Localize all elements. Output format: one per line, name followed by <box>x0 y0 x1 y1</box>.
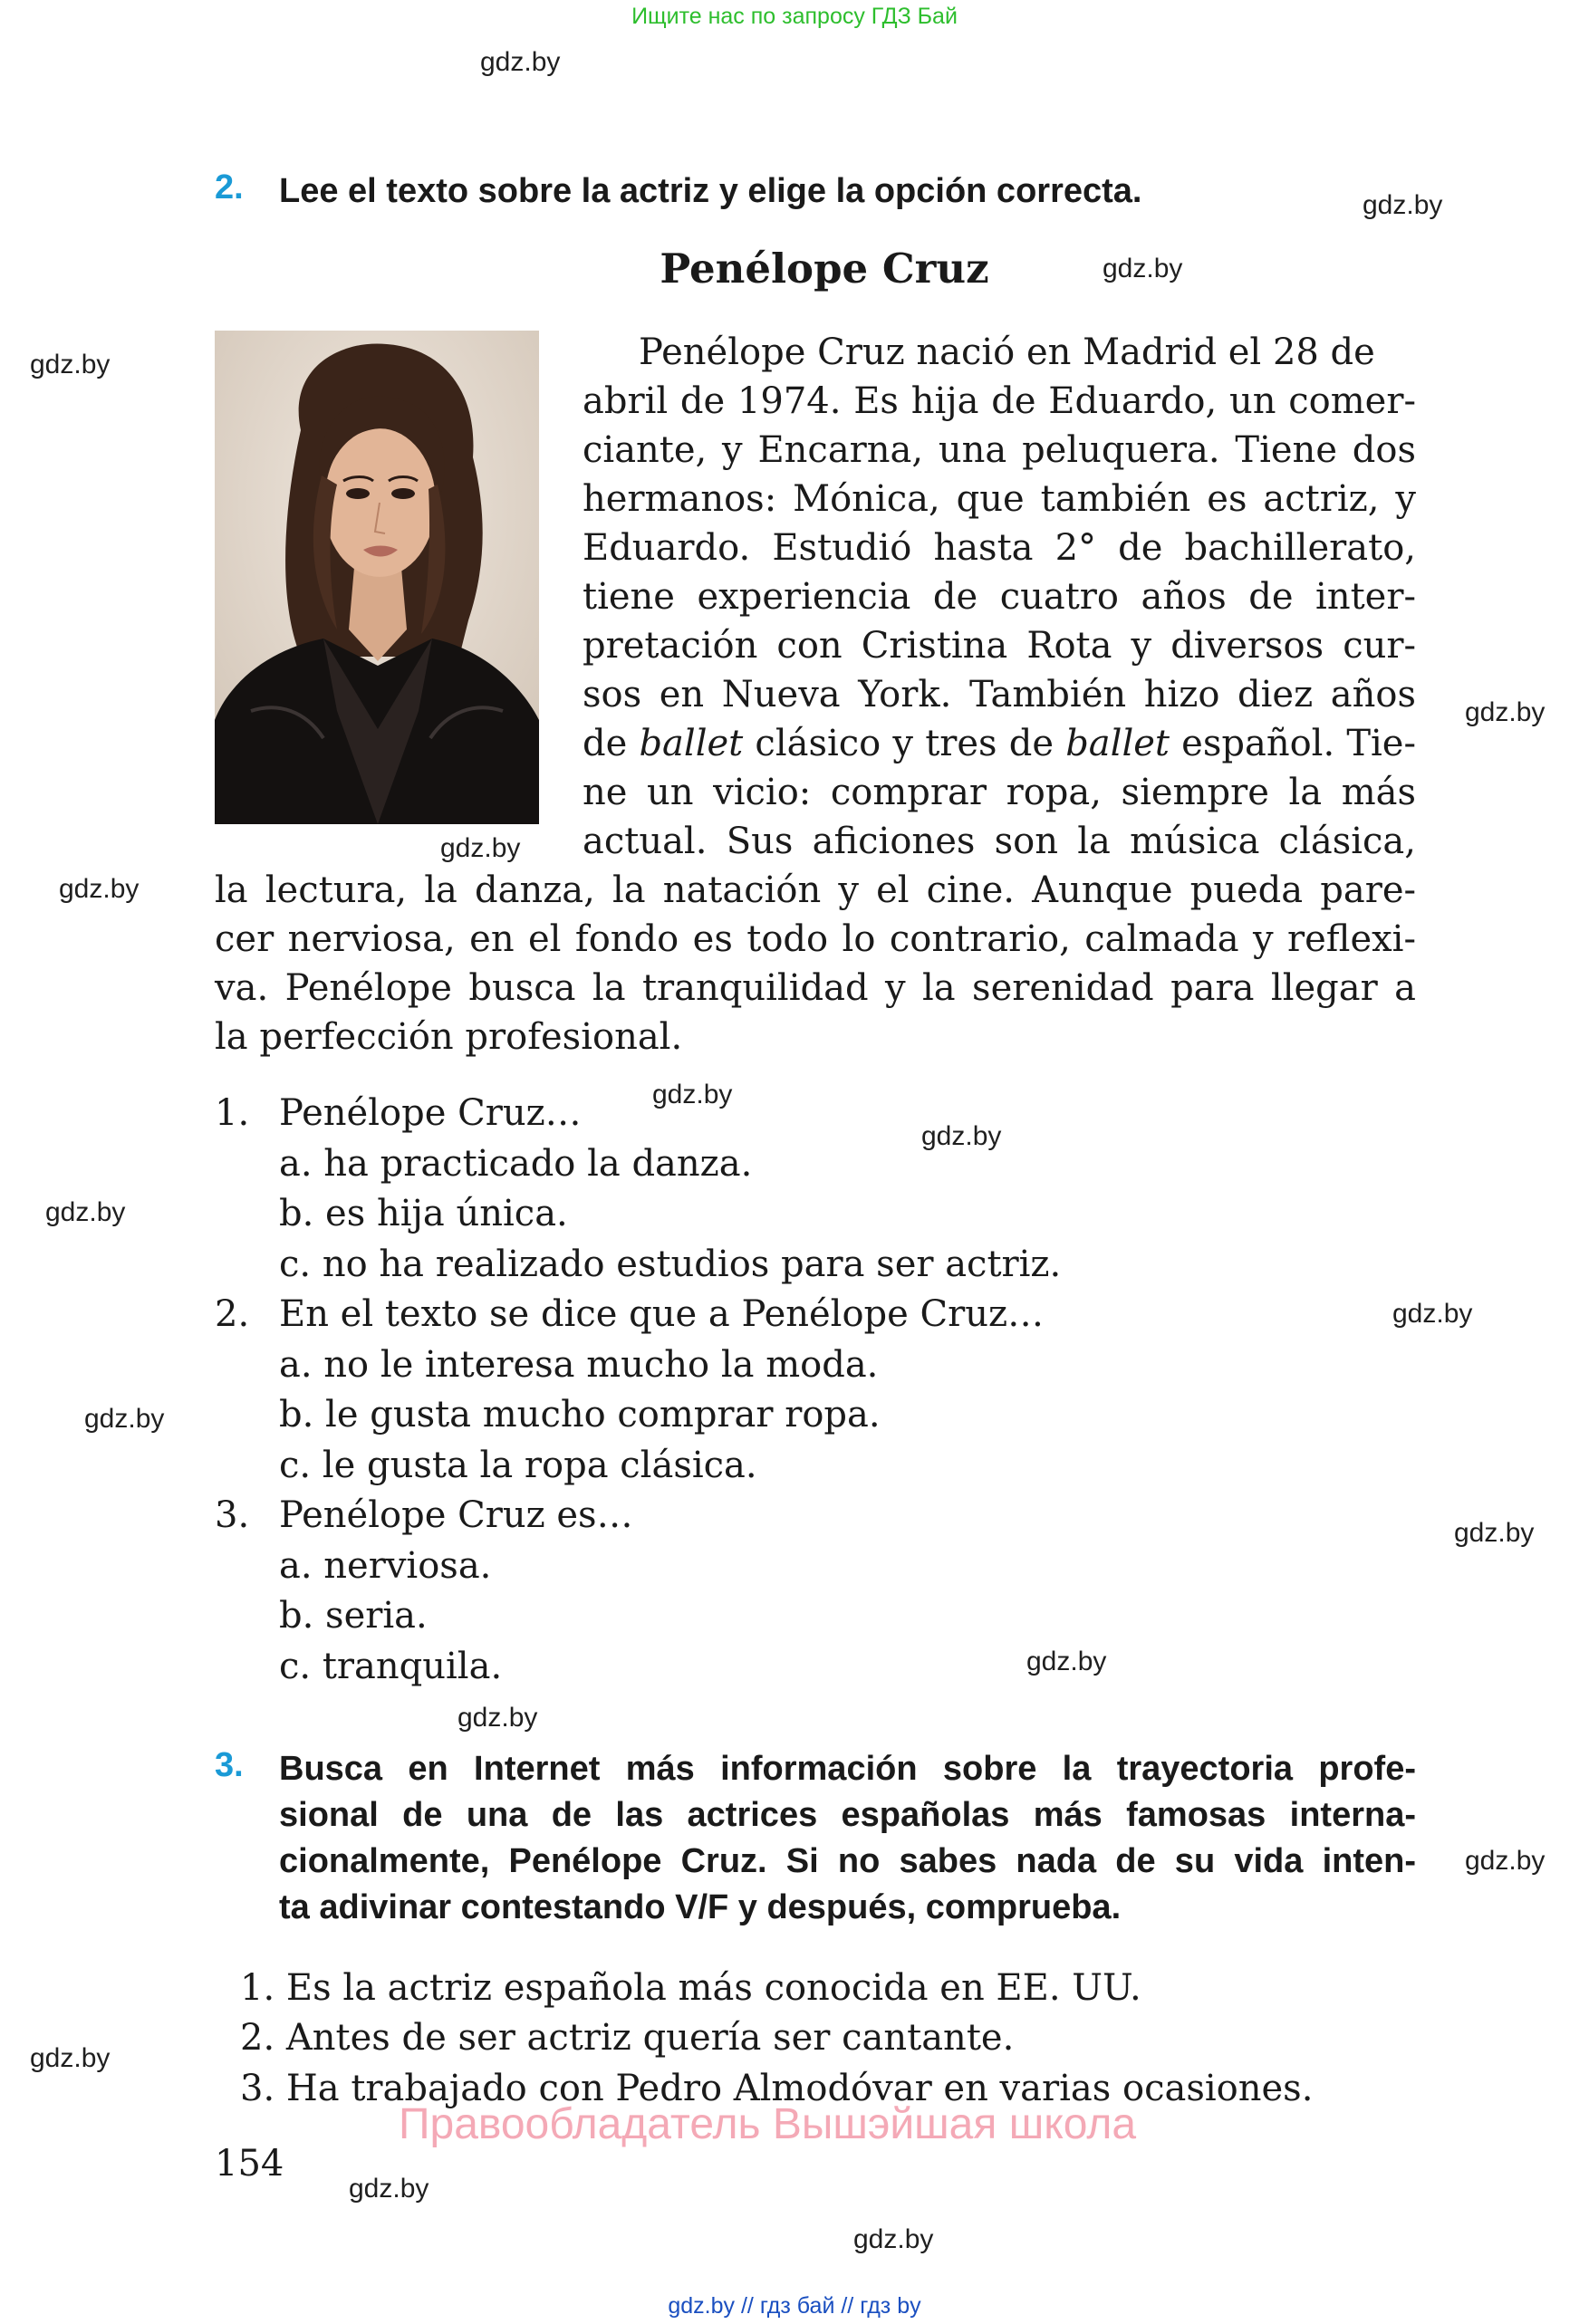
task-number: 2. <box>215 168 244 206</box>
page-number: 154 <box>215 2143 284 2185</box>
copyright-notice: Правообладатель Вышэйшая школа <box>399 2100 1137 2148</box>
watermark: gdz.by <box>349 2174 429 2204</box>
question-option: a. ha practicado la danza. <box>279 1143 753 1185</box>
task-3-line: Busca en Internet más información sobre la trayectoria profe- <box>279 1750 1416 1788</box>
article-line: pretación con Cristina Rota y diversos cur- <box>583 625 1416 667</box>
watermark: gdz.by <box>921 1121 1002 1151</box>
article-line: abril de 1974. Es hija de Eduardo, un comer- <box>583 380 1416 422</box>
question-option: c. no ha realizado estudios para ser actriz. <box>279 1244 1062 1285</box>
question-text: Penélope Cruz… <box>279 1092 582 1134</box>
article-line: Penélope Cruz nació en Madrid el 28 de <box>639 331 1375 373</box>
watermark: gdz.by <box>480 47 561 77</box>
statement: 2. Antes de ser actriz quería ser cantante. <box>240 2017 1015 2059</box>
statement: 1. Es la actriz española más conocida en EE. UU. <box>240 1967 1141 2009</box>
question-number: 1. <box>215 1092 250 1134</box>
task-2-header <box>215 168 244 207</box>
question-text: En el texto se dice que a Penélope Cruz… <box>279 1293 1045 1335</box>
task-3-line: ta adivinar contestando V/F y después, comprueba. <box>279 1888 1122 1926</box>
article-line: actual. Sus aficiones son la música clásica, <box>583 821 1416 862</box>
article-line: hermanos: Mónica, que también es actriz, y <box>583 478 1416 520</box>
task-2-instruction: Lee el texto sobre la actriz y elige la opción correcta. <box>279 172 1142 210</box>
question-option: c. tranquila. <box>279 1646 503 1687</box>
portrait-photo <box>215 331 539 824</box>
question-number: 2. <box>215 1293 250 1335</box>
watermark: gdz.by <box>30 350 111 379</box>
watermark: gdz.by <box>30 2043 111 2073</box>
watermark: gdz.by <box>1392 1299 1473 1329</box>
question-number: 3. <box>215 1494 250 1536</box>
watermark: gdz.by <box>45 1197 126 1227</box>
article-line: va. Penélope busca la tranquilidad y la serenidad para llegar a <box>215 967 1416 1009</box>
question-option: a. no le interesa mucho la moda. <box>279 1344 879 1386</box>
article-line: de ballet clásico y tres de ballet español. Tie- <box>583 723 1416 764</box>
portrait-illustration <box>215 331 539 824</box>
watermark: gdz.by <box>652 1080 733 1109</box>
watermark: gdz.by <box>1363 190 1443 220</box>
question-option: b. es hija única. <box>279 1193 568 1234</box>
article-line: la perfección profesional. <box>215 1016 683 1058</box>
watermark: gdz.by <box>440 833 521 863</box>
watermark: gdz.by <box>1103 254 1183 283</box>
question-option: b. seria. <box>279 1595 428 1637</box>
watermark: gdz.by <box>1454 1518 1535 1548</box>
question-text: Penélope Cruz es… <box>279 1494 633 1536</box>
question-option: b. le gusta mucho comprar ropa. <box>279 1394 881 1436</box>
watermark: gdz.by <box>59 874 140 904</box>
article-line: Eduardo. Estudió hasta 2° de bachillerato, <box>583 527 1416 569</box>
article-line: cer nerviosa, en el fondo es todo lo contrario, calmada y reflexi- <box>215 918 1416 960</box>
watermark: gdz.by <box>1465 1846 1546 1876</box>
task-3-number: 3. <box>215 1746 244 1784</box>
watermark: gdz.by <box>1026 1647 1107 1676</box>
watermark: gdz.by <box>853 2224 934 2254</box>
article-title: Penélope Cruz <box>660 245 989 293</box>
watermark: gdz.by <box>457 1703 538 1733</box>
question-option: a. nerviosa. <box>279 1545 492 1587</box>
footer-links[interactable]: gdz.by // гдз бай // гдз by <box>668 2293 921 2319</box>
statement: 3. Ha trabajado con Pedro Almodóvar en varias ocasiones. <box>240 2068 1314 2109</box>
task-3-line: cionalmente, Penélope Cruz. Si no sabes nada de su vida inten- <box>279 1842 1416 1880</box>
task-3-line: sional de una de las actrices españolas más famosas interna- <box>279 1796 1416 1834</box>
article-line: ciante, y Encarna, una peluquera. Tiene dos <box>583 429 1416 471</box>
watermark: gdz.by <box>1465 697 1546 727</box>
article-line: sos en Nueva York. También hizo diez años <box>583 674 1416 715</box>
top-banner[interactable]: Ищите нас по запросу ГДЗ Бай <box>631 4 958 29</box>
question-option: c. le gusta la ropa clásica. <box>279 1445 757 1486</box>
article-line: la lectura, la danza, la natación y el cine. Aunque pueda pare- <box>215 869 1416 911</box>
watermark: gdz.by <box>84 1404 165 1434</box>
article-line: ne un vicio: comprar ropa, siempre la más <box>583 772 1416 813</box>
article-line: tiene experiencia de cuatro años de inter- <box>583 576 1416 618</box>
